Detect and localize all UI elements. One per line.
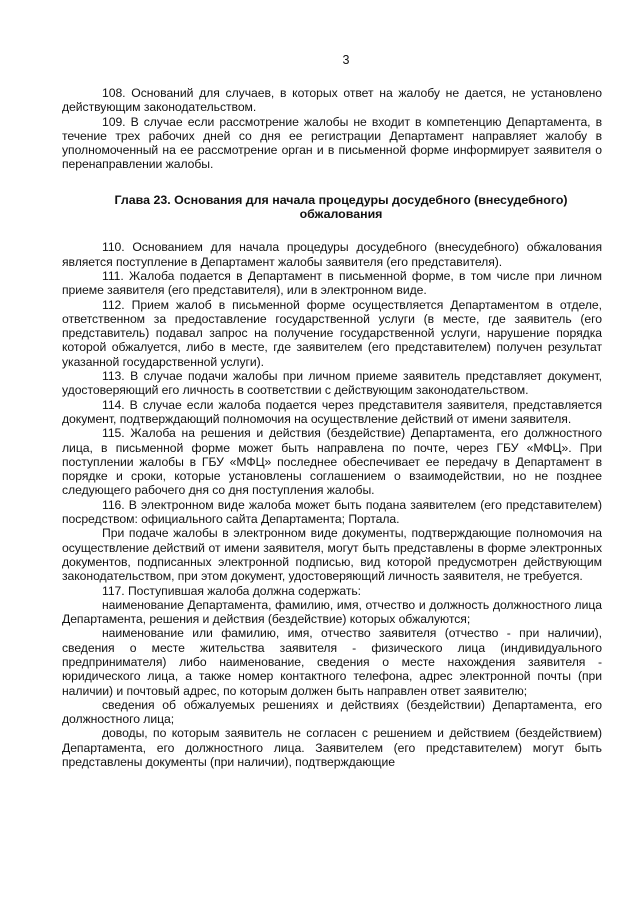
paragraph-116: 116. В электронном виде жалоба может быть подана заявителем (его представителем) посредством: официального сайта Департамента; Портала.: [62, 497, 602, 527]
section-after-heading: [62, 240, 602, 769]
paragraph-117-item-arguments: доводы, по которым заявитель не согласен с решением и действием (бездействием) Департамента, его должностного лица. Заявителем (его представителем) могут быть представлены документы (при наличии), подтверждающие: [62, 726, 602, 770]
paragraph-117-item-decisions: сведения об обжалуемых решениях и действиях (бездействии) Департамента, его должностного лица;: [62, 697, 602, 727]
paragraph-108: 108. Оснований для случаев, в которых ответ на жалобу не дается, не установлено действующим законодательством.: [62, 86, 602, 115]
paragraph-117: 117. Поступившая жалоба должна содержать:: [102, 583, 362, 598]
paragraph-111: 111. Жалоба подается в Департамент в письменной форме, в том числе при личном приеме заявителя (его представителя), или в электронном виде.: [62, 268, 602, 298]
paragraph-109: 109. В случае если рассмотрение жалобы не входит в компетенцию Департамента, в течение трех рабочих дней со дня ее регистрации Департамент направляет жалобу в уполномоченный на ее рассмотрение орган и в письменной форме информирует заявителя о перенаправлении жалобы.: [62, 114, 602, 172]
paragraph-110: 110. Основанием для начала процедуры досудебного (внесудебного) обжалования является поступление в Департамент жалобы заявителя (его представителя).: [62, 240, 602, 269]
paragraph-115: 115. Жалоба на решения и действия (бездействие) Департамента, его должностного лица, в письменной форме может быть направлена по почте, через ГБУ «МФЦ». При поступлении жалобы в ГБУ «МФЦ» последнее обеспечивает ее передачу в Департамент в порядке и сроки, которые установлены соглашением о взаимодействии, но не позднее следующего рабочего дня со дня поступления жалобы.: [62, 426, 602, 498]
paragraph-117-item-department: наименование Департамента, фамилию, имя, отчество и должность должностного лица Департамента, решения и действия (бездействие) которых обжалуются;: [62, 597, 602, 627]
paragraph-117-item-applicant: наименование или фамилию, имя, отчество заявителя (отчество - при наличии), сведения о месте жительства заявителя - физического лица (индивидуального предпринимателя) либо наименование, сведения о месте нахождения заявителя - юридического лица, а также номер контактного телефона, адрес электронной почты (при наличии) и почтовый адрес, по которым должен быть направлен ответ заявителю;: [62, 626, 602, 698]
paragraph-116-electronic-docs: При подаче жалобы в электронном виде документы, подтверждающие полномочия на осуществление действий от имени заявителя, могут быть представлены в форме электронных документов, подписанных электронной подписью, вид которой предусмотрен действующим законодательством, при этом документ, удостоверяющий личность заявителя, не требуется.: [62, 526, 602, 584]
chapter-heading: Глава 23. Основания для начала процедуры досудебного (внесудебного) обжалования: [114, 192, 568, 222]
section-before-heading: [62, 86, 602, 172]
paragraph-114: 114. В случае если жалоба подается через представителя заявителя, представляется документ, подтверждающий полномочия на осуществление действий от имени заявителя.: [62, 397, 602, 426]
page-number: 3: [342, 53, 350, 67]
paragraph-113: 113. В случае подачи жалобы при личном приеме заявитель представляет документ, удостоверяющий его личность в соответствии с действующим законодательством.: [62, 369, 602, 398]
paragraph-112: 112. Прием жалоб в письменной форме осуществляется Департаментом в отделе, ответственном за предоставление государственной услуги (в месте, где заявитель (его представитель) подавал запрос на получение государственной услуги, нарушение порядка которой обжалуется, либо в месте, где заявителем (его представителем) получен результат указанной государственной услуги).: [62, 297, 602, 369]
